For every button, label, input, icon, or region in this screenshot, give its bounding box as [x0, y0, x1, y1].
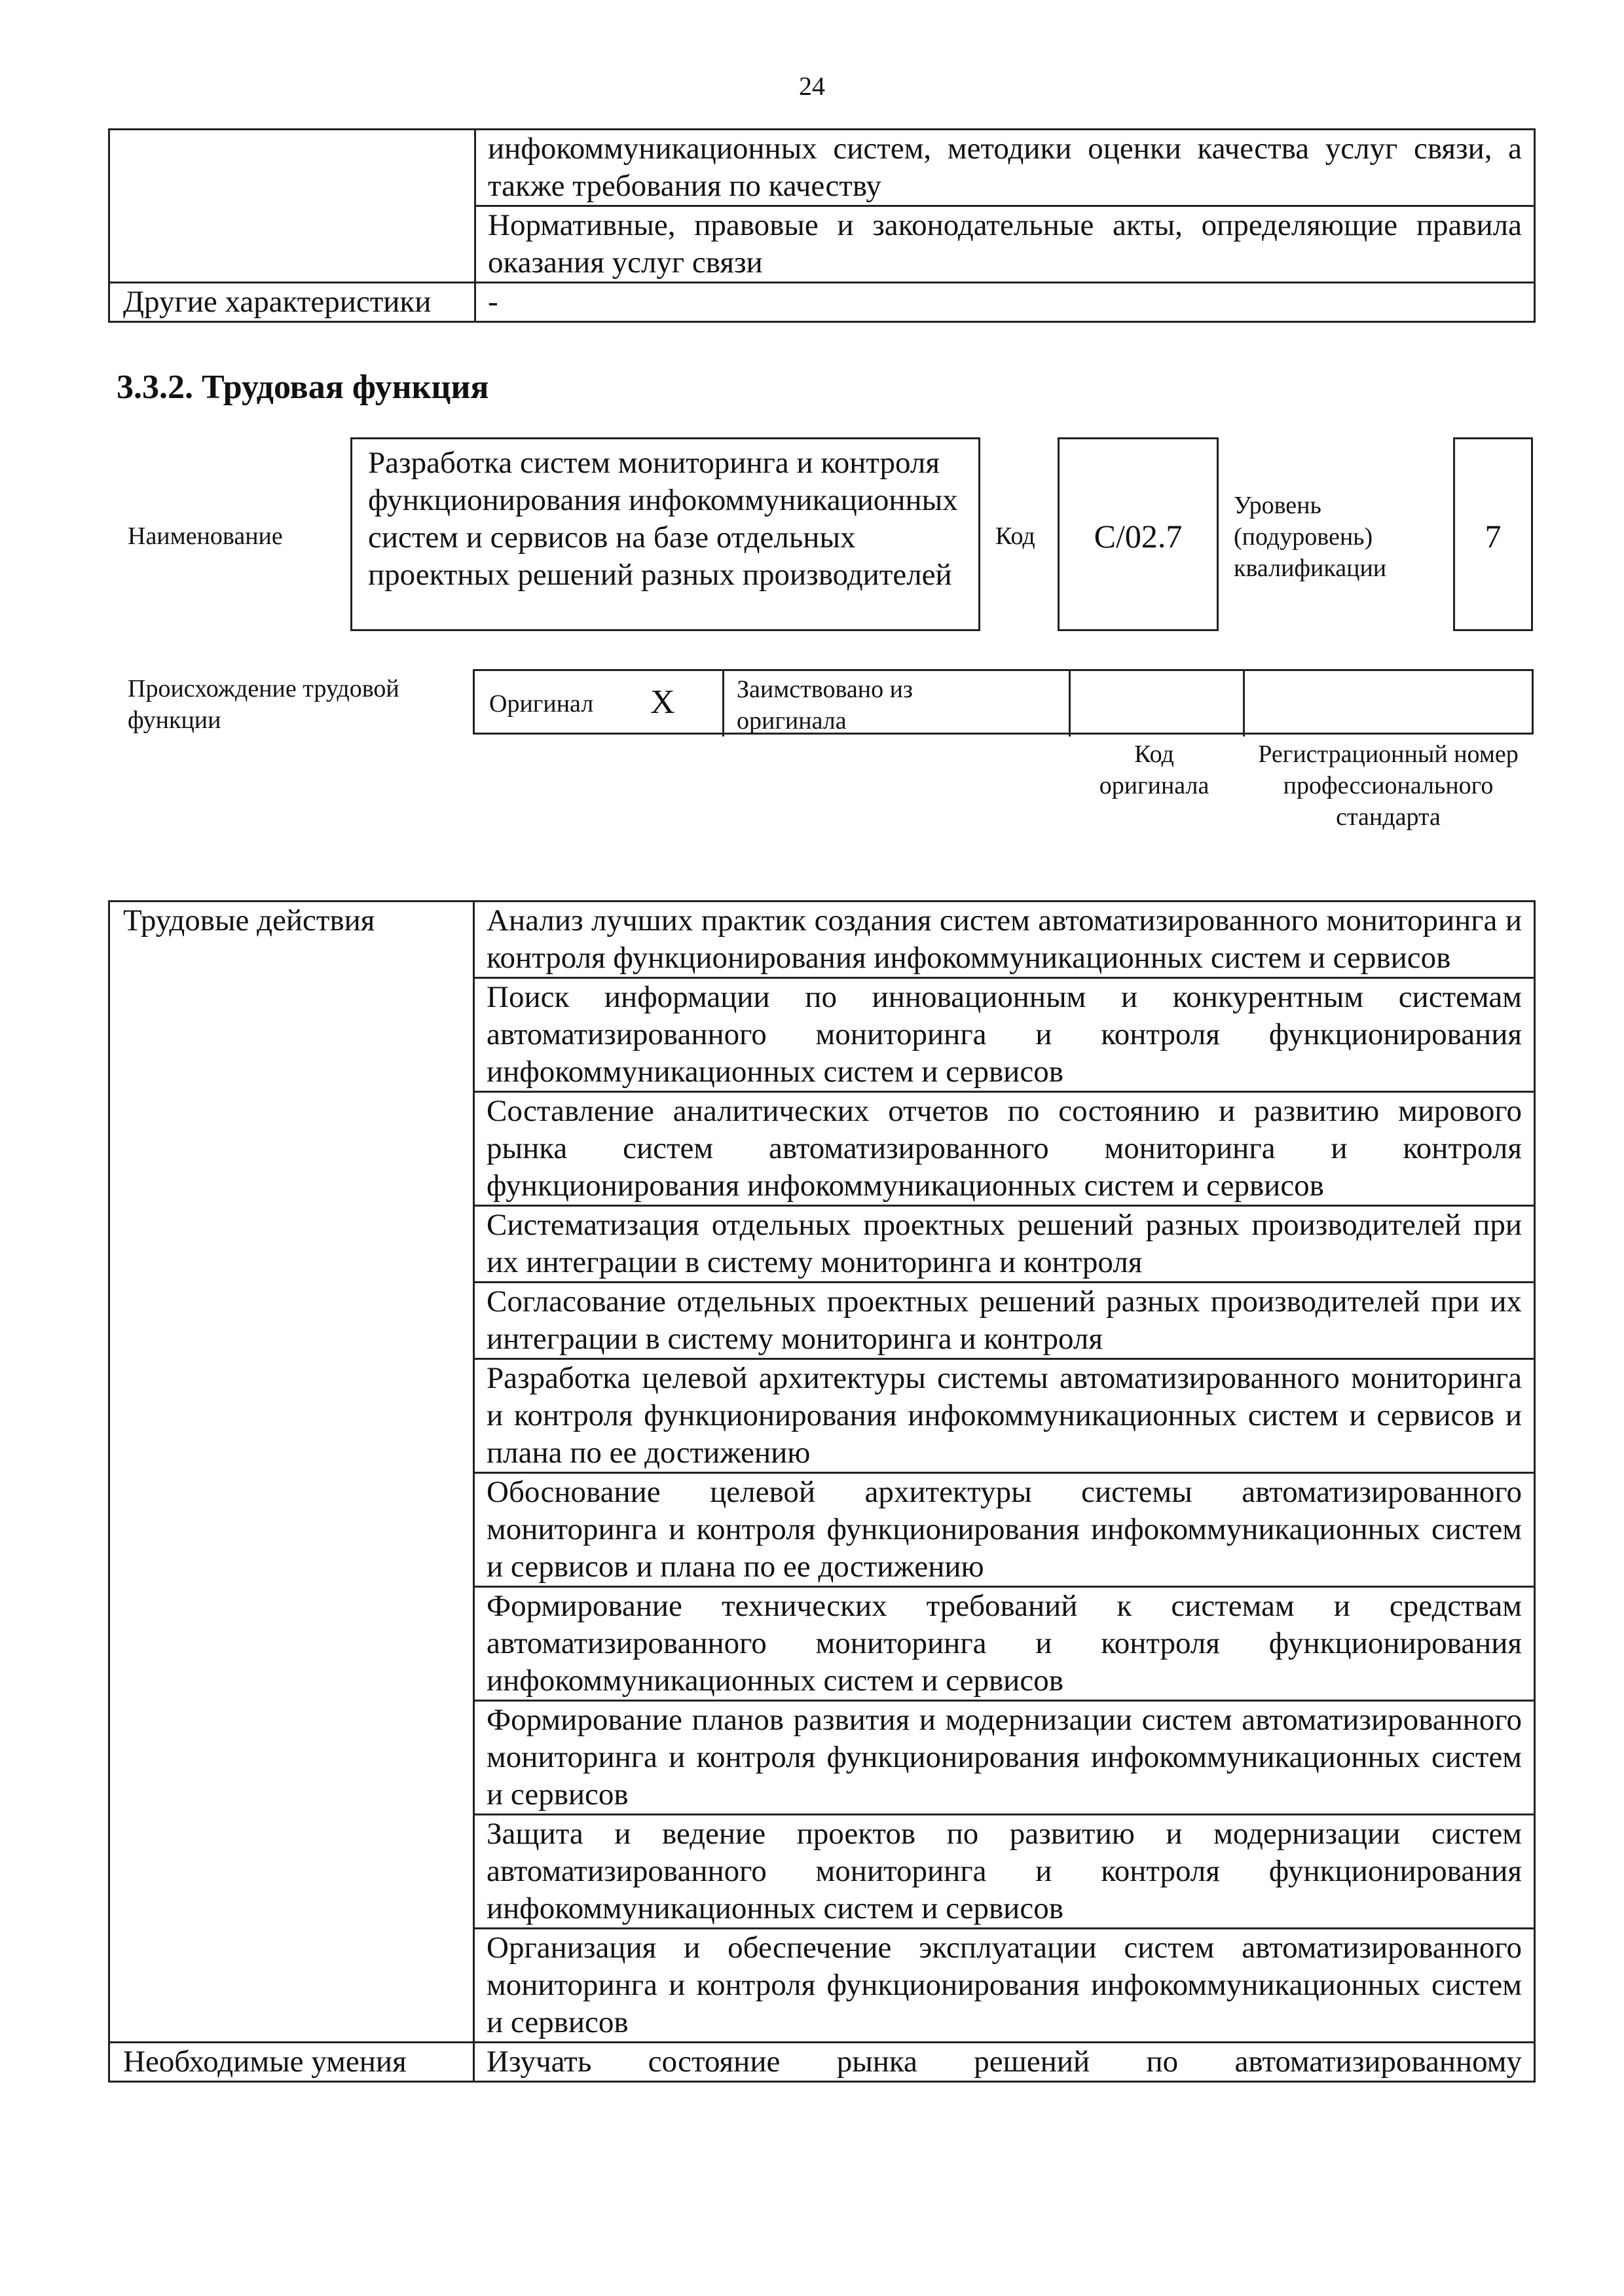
- table-row: [109, 902, 1535, 978]
- table-row: [109, 283, 1535, 322]
- row-label: Другие характеристики: [109, 283, 475, 322]
- origin-row: [473, 669, 1534, 735]
- borrowed-label: Заимствовано из оригинала: [737, 676, 913, 735]
- function-name: Разработка систем мониторинга и контроля функционирования инфокоммуникационных систем и сервисов на базе отдельных проектных решений разных производителей: [368, 446, 958, 592]
- action-cell: Анализ лучших практик создания систем автоматизированного мониторинга и контроля функционирования инфокоммуникационных систем и сервисов: [474, 902, 1535, 978]
- main-table: [108, 900, 1536, 2083]
- section-title: 3.3.2. Трудовая функция: [117, 369, 489, 406]
- action-cell: Формирование технических требований к системам и средствам автоматизированного мониторинга и контроля функционирования инфокоммуникационных систем и сервисов: [474, 1587, 1535, 1701]
- page-number: 24: [799, 71, 825, 101]
- table-row: [109, 2043, 1535, 2082]
- origin-divider-3: [1243, 671, 1245, 737]
- table-row: [109, 130, 1535, 206]
- action-cell: Систематизация отдельных проектных решений разных производителей при их интеграции в систему мониторинга и контроля: [474, 1206, 1535, 1283]
- action-cell: Согласование отдельных проектных решений разных производителей при их интеграции в систему мониторинга и контроля: [474, 1283, 1535, 1359]
- empty-label-cell: [109, 130, 475, 283]
- original-mark: X: [650, 683, 675, 721]
- action-cell: Организация и обеспечение эксплуатации систем автоматизированного мониторинга и контроля функционирования инфокоммуникационных систем и сервисов: [474, 1929, 1535, 2043]
- level-value-box: [1453, 437, 1533, 631]
- origin-divider-2: [1069, 671, 1071, 737]
- name-value-box: [350, 437, 980, 631]
- skills-cell: [474, 2043, 1535, 2082]
- origin-label: Происхождение трудовой функции: [128, 675, 399, 734]
- origin-divider-1: [722, 671, 724, 737]
- code-label: Код: [995, 522, 1035, 550]
- code-value-box: [1058, 437, 1219, 631]
- table-cell: -: [475, 283, 1535, 322]
- skills-text: Изучать состояние рынка решений по автоматизированному: [487, 2045, 1522, 2079]
- level-value: 7: [1485, 518, 1502, 555]
- reg-caption: Регистрационный номер профессионального стандарта: [1258, 740, 1519, 831]
- table-cell: Нормативные, правовые и законодательные акты, определяющие правила оказания услуг связи: [475, 206, 1535, 283]
- action-cell: Составление аналитических отчетов по состоянию и развитию мирового рынка систем автоматизированного мониторинга и контроля функционирования инфокоммуникационных систем и сервисов: [474, 1092, 1535, 1206]
- table-cell: инфокоммуникационных систем, методики оценки качества услуг связи, а также требования по качеству: [475, 130, 1535, 206]
- level-label: Уровень (подуровень) квалификации: [1234, 492, 1387, 582]
- skills-label: Необходимые умения: [109, 2043, 474, 2082]
- action-cell: Формирование планов развития и модернизации систем автоматизированного мониторинга и контроля функционирования инфокоммуникационных систем и сервисов: [474, 1701, 1535, 1815]
- original-label: Оригинал: [489, 690, 594, 718]
- code-value: С/02.7: [1094, 518, 1183, 555]
- action-cell: Защита и ведение проектов по развитию и модернизации систем автоматизированного мониторинга и контроля функционирования инфокоммуникационных систем и сервисов: [474, 1815, 1535, 1929]
- action-cell: Поиск информации по инновационным и конкурентным системам автоматизированного мониторинга и контроля функционирования инфокоммуникационных систем и сервисов: [474, 978, 1535, 1092]
- name-label: Наименование: [128, 522, 283, 550]
- actions-label: Трудовые действия: [109, 902, 474, 2043]
- code-caption: Код оригинала: [1099, 740, 1209, 799]
- action-cell: Обоснование целевой архитектуры системы автоматизированного мониторинга и контроля функционирования инфокоммуникационных систем и сервисов и плана по ее достижению: [474, 1473, 1535, 1587]
- top-table: [108, 128, 1536, 323]
- action-cell: Разработка целевой архитектуры системы автоматизированного мониторинга и контроля функционирования инфокоммуникационных систем и сервисов и плана по ее достижению: [474, 1359, 1535, 1473]
